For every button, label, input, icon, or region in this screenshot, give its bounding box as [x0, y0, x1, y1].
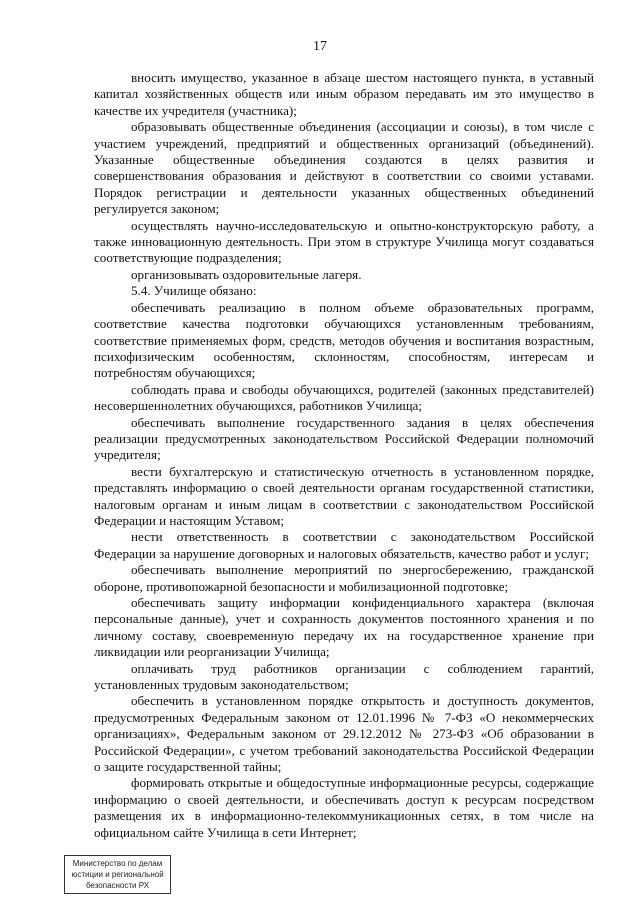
- stamp-line: безопасности РХ: [85, 881, 150, 890]
- ministry-stamp: [64, 855, 171, 894]
- stamp-line: юстиции и региональной: [71, 870, 164, 879]
- paragraph-responsibility: нести ответственность в соответствии с законодательством Российской Федерации за нарушение договорных и налоговых обязательств, качество работ и услуг;: [94, 529, 594, 561]
- document-body: [94, 70, 594, 841]
- paragraph-state-assignment: обеспечивать выполнение государственного задания в целях обеспечения реализации предусмотренных законодательством Российской Федерации полномочий учредителя;: [94, 414, 594, 463]
- paragraph-rights-freedoms: соблюдать права и свободы обучающихся, родителей (законных представителей) несовершеннолетних обучающихся, работников Училища;: [94, 381, 594, 414]
- stamp-line: Министерство по делам: [72, 859, 163, 868]
- section-heading-5-4: 5.4. Училище обязано:: [131, 283, 257, 299]
- paragraph-form-associations: образовывать общественные объединения (ассоциации и союзы), в том числе с участием учреждений, предприятий и общественных организаций (объединений). Указанные общественные объединения создаются в целях развития и совершенствования образования и действуют в соответствии со своими уставами. Порядок регистрации и деятельности указанных общественных объединений регулируется законом;: [94, 119, 594, 217]
- paragraph-accounting: вести бухгалтерскую и статистическую отчетность в установленном порядке, представлять информацию о своей деятельности органам государственной статистики, налоговым органам и иным лицам в соответствии с законодательством Российской Федерации и настоящим Уставом;: [94, 463, 594, 528]
- paragraph-education-programs: обеспечивать реализацию в полном объеме образовательных программ, соответствие качества подготовки обучающихся установленным требованиям, соответствие применяемых форм, средств, методов обучения и воспитания возрастным, психофизическим особенностям, склонностям, способностям, интересам и потребностям обучающихся;: [94, 299, 594, 381]
- paragraph-research-work: осуществлять научно-исследовательскую и опытно-конструкторскую работу, а также инновационную деятельность. При этом в структуре Училища могут создаваться соответствующие подразделения;: [94, 217, 594, 266]
- paragraph-data-protection: обеспечивать защиту информации конфиденциального характера (включая персональные данные), учет и сохранность документов постоянного хранения и по личному составу, своевременную передачу их на государственное хранение при ликвидации или реорганизации Училища;: [94, 595, 594, 660]
- paragraph-document-openness: обеспечить в установленном порядке открытость и доступность документов, предусмотренных Федеральным законом от 12.01.1996 № 7-ФЗ «О некоммерческих организациях», Федеральным законом от 29.12.2012 № 273-ФЗ «Об образовании в Российской Федерации», с учетом требований законодательства Российской Федерации о защите государственной тайны;: [94, 693, 594, 775]
- paragraph-labor-payment: оплачивать труд работников организации с соблюдением гарантий, установленных трудовым законодательством;: [94, 660, 594, 693]
- page-number: 17: [313, 39, 327, 54]
- paragraph-information-resources: формировать открытые и общедоступные информационные ресурсы, содержащие информацию о своей деятельности, и обеспечивать доступ к ресурсам посредством размещения их в информационно-телекоммуникационных сетях, в том числе на официальном сайте Училища в сети Интернет;: [94, 775, 594, 840]
- paragraph-health-camps: организовывать оздоровительные лагеря.: [131, 266, 362, 282]
- paragraph-energy-saving: обеспечивать выполнение мероприятий по энергосбережению, гражданской обороне, противопожарной безопасности и мобилизационной подготовке;: [94, 562, 594, 594]
- paragraph-contribute-property: вносить имущество, указанное в абзаце шестом настоящего пункта, в уставный капитал хозяйственных обществ или иным образом передавать им это имущество в качестве их учредителя (участника);: [94, 70, 594, 118]
